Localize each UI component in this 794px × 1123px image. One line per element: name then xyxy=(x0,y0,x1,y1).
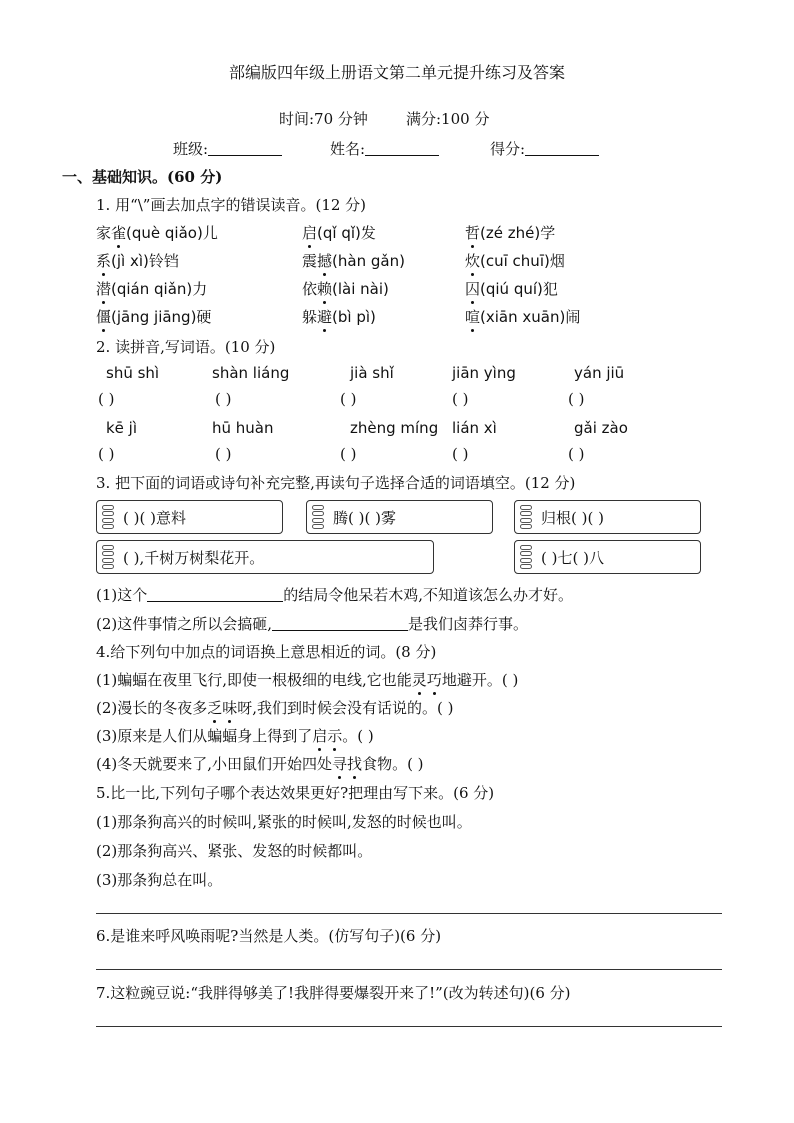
dotted-character: 示 xyxy=(327,727,343,745)
pinyin-options[interactable]: (què qiǎo)儿 xyxy=(126,224,218,242)
pinyin-word: gǎi zào xyxy=(574,419,628,437)
q4-s2-pre: (2)漫长的冬夜多 xyxy=(96,699,208,717)
answer-parentheses[interactable]: ( ) xyxy=(452,445,469,463)
pinyin-options[interactable]: (lài nài) xyxy=(332,280,389,298)
name-blank[interactable] xyxy=(365,154,439,156)
score-field[interactable] xyxy=(490,138,599,159)
pinyin-item[interactable] xyxy=(465,278,558,299)
sentence-2-end: 是我们卤莽行事。 xyxy=(408,615,529,633)
class-blank[interactable] xyxy=(208,154,282,156)
question-5-sentence-3: (3)那条狗总在叫。 xyxy=(96,871,223,889)
pinyin-word: hū huàn xyxy=(212,419,274,437)
pinyin-options[interactable]: (qiú quí)犯 xyxy=(480,280,558,298)
dotted-character: 启 xyxy=(302,224,318,242)
spiral-binding-icon xyxy=(312,505,324,529)
answer-line-6[interactable] xyxy=(96,969,722,970)
q4-s1-pre: (1)蝙蝠在夜里飞行,即使一根极细的电线,它也能 xyxy=(96,671,412,689)
question-1-prompt: 1. 用“\”画去加点字的错误读音。(12 分) xyxy=(96,196,367,214)
word-prefix: 躲 xyxy=(302,308,318,326)
pinyin-item[interactable] xyxy=(96,222,218,243)
question-4-sentence-4 xyxy=(96,753,424,774)
pinyin-options[interactable]: (zé zhé)学 xyxy=(480,224,556,242)
fill-box-3[interactable] xyxy=(514,500,701,534)
fill-box-4-text: ( ),千树万树梨花开。 xyxy=(123,548,265,567)
sentence-1-start: (1)这个 xyxy=(96,586,148,604)
question-4-sentence-1 xyxy=(96,669,518,690)
question-7-prompt: 7.这粒豌豆说:“我胖得够美了!我胖得要爆裂开来了!”(改为转述句)(6 分) xyxy=(96,984,571,1002)
dotted-character: 避 xyxy=(317,308,333,326)
pinyin-word: lián xì xyxy=(452,419,497,437)
answer-parentheses[interactable]: ( ) xyxy=(98,445,115,463)
fill-box-4[interactable] xyxy=(96,540,434,574)
dotted-character: 赖 xyxy=(317,280,333,298)
dotted-character: 哲 xyxy=(465,224,481,242)
pinyin-options[interactable]: (hàn gǎn) xyxy=(332,252,405,270)
fill-box-2-text: 腾( )( )雾 xyxy=(333,508,396,527)
question-4-sentence-2 xyxy=(96,697,454,718)
word-prefix: 震 xyxy=(302,252,318,270)
pinyin-item[interactable] xyxy=(465,250,565,271)
name-field[interactable] xyxy=(330,138,439,159)
dotted-character: 找 xyxy=(347,755,363,773)
pinyin-options[interactable]: (qǐ qǐ)发 xyxy=(317,224,376,242)
pinyin-item[interactable] xyxy=(96,306,211,327)
pinyin-item[interactable] xyxy=(465,222,555,243)
pinyin-options[interactable]: (qián qiǎn)力 xyxy=(111,280,208,298)
pinyin-word: yán jiū xyxy=(574,364,625,382)
dotted-character: 喧 xyxy=(465,308,481,326)
answer-parentheses[interactable]: ( ) xyxy=(452,390,469,408)
sentence-1-blank[interactable] xyxy=(147,600,283,602)
pinyin-word: shàn liáng xyxy=(212,364,290,382)
question-5-sentence-2: (2)那条狗高兴、紧张、发怒的时候都叫。 xyxy=(96,842,373,860)
dotted-character: 寻 xyxy=(332,755,348,773)
dotted-character: 撼 xyxy=(317,252,333,270)
question-5-sentence-1: (1)那条狗高兴的时候叫,紧张的时候叫,发怒的时候也叫。 xyxy=(96,813,472,831)
class-label: 班级: xyxy=(173,140,209,158)
q4-s4-pre: (4)冬天就要来了,小田鼠们开始四处 xyxy=(96,755,333,773)
answer-parentheses[interactable]: ( ) xyxy=(568,390,585,408)
sentence-2-blank[interactable] xyxy=(272,629,408,631)
score-label: 得分: xyxy=(490,140,526,158)
fill-box-1-text: ( )( )意料 xyxy=(123,508,186,527)
pinyin-options[interactable]: (xiān xuān)闹 xyxy=(480,308,581,326)
dotted-character: 囚 xyxy=(465,280,481,298)
question-5-prompt: 5.比一比,下列句子哪个表达效果更好?把理由写下来。(6 分) xyxy=(96,784,495,802)
word-prefix: 家 xyxy=(96,224,112,242)
fill-box-5-text: ( )七( )八 xyxy=(541,548,604,567)
q4-s1-dotted-word xyxy=(412,671,442,689)
dotted-character: 雀 xyxy=(111,224,127,242)
pinyin-word: shū shì xyxy=(106,364,160,382)
fill-box-2[interactable] xyxy=(306,500,493,534)
q4-s4-answer[interactable]: 食物。( ) xyxy=(362,755,424,773)
pinyin-options[interactable]: (jāng jiāng)硬 xyxy=(111,308,212,326)
q4-s2-answer[interactable]: 呀,我们到时候会没有话说的。( ) xyxy=(237,699,454,717)
q4-s3-pre: (3)原来是人们从蝙蝠身上得到了 xyxy=(96,727,313,745)
q4-s4-dotted-word xyxy=(332,755,362,773)
dotted-character: 炊 xyxy=(465,252,481,270)
question-3-prompt: 3. 把下面的词语或诗句补充完整,再读句子选择合适的词语填空。(12 分) xyxy=(96,474,576,492)
answer-parentheses[interactable]: ( ) xyxy=(215,390,232,408)
question-3-sentence-2 xyxy=(96,613,528,634)
word-prefix: 依 xyxy=(302,280,318,298)
q4-s3-answer[interactable]: 。( ) xyxy=(342,727,374,745)
q4-s3-dotted-word xyxy=(312,727,342,745)
answer-parentheses[interactable]: ( ) xyxy=(98,390,115,408)
answer-parentheses[interactable]: ( ) xyxy=(215,445,232,463)
pinyin-options[interactable]: (jì xì)铃铛 xyxy=(111,252,179,270)
dotted-character: 系 xyxy=(96,252,112,270)
fill-box-5[interactable] xyxy=(514,540,701,574)
fill-box-1[interactable] xyxy=(96,500,283,534)
name-label: 姓名: xyxy=(330,140,366,158)
pinyin-word: jiān yìng xyxy=(452,364,516,382)
pinyin-word: zhèng míng xyxy=(350,419,439,437)
time-limit: 时间:70 分钟 xyxy=(279,110,368,128)
pinyin-item[interactable] xyxy=(302,278,389,299)
dotted-character: 僵 xyxy=(96,308,112,326)
dotted-character: 乏 xyxy=(207,699,223,717)
pinyin-item[interactable] xyxy=(302,250,405,271)
pinyin-word: kē jì xyxy=(106,419,138,437)
pinyin-item[interactable] xyxy=(302,222,376,243)
question-6-prompt: 6.是谁来呼风唤雨呢?当然是人类。(仿写句子)(6 分) xyxy=(96,927,442,945)
answer-parentheses[interactable]: ( ) xyxy=(568,445,585,463)
spiral-binding-icon xyxy=(102,545,114,569)
question-4-sentence-3 xyxy=(96,725,374,746)
dotted-character: 潜 xyxy=(96,280,112,298)
pinyin-item[interactable] xyxy=(465,306,580,327)
full-score: 满分:100 分 xyxy=(406,110,490,128)
spiral-binding-icon xyxy=(102,505,114,529)
dotted-character: 味 xyxy=(222,699,238,717)
pinyin-item[interactable] xyxy=(96,278,207,299)
pinyin-options[interactable]: (bì pì) xyxy=(332,308,376,326)
pinyin-word: jià shǐ xyxy=(350,364,394,382)
pinyin-item[interactable] xyxy=(302,306,376,327)
answer-parentheses[interactable]: ( ) xyxy=(340,390,357,408)
sentence-2-start: (2)这件事情之所以会搞砸, xyxy=(96,615,273,633)
answer-line-5[interactable] xyxy=(96,913,722,914)
page-title: 部编版四年级上册语文第二单元提升练习及答案 xyxy=(228,63,565,82)
pinyin-item[interactable] xyxy=(96,250,179,271)
q4-s1-answer[interactable]: 地避开。( ) xyxy=(441,671,519,689)
dotted-character: 巧 xyxy=(426,671,442,689)
pinyin-options[interactable]: (cuī chuī)烟 xyxy=(480,252,565,270)
question-2-prompt: 2. 读拼音,写词语。(10 分) xyxy=(96,338,276,356)
section-heading: 一、基础知识。(60 分) xyxy=(62,168,223,186)
spiral-binding-icon xyxy=(520,505,532,529)
answer-parentheses[interactable]: ( ) xyxy=(340,445,357,463)
answer-line-7[interactable] xyxy=(96,1026,722,1027)
sentence-1-end: 的结局令他呆若木鸡,不知道该怎么办才好。 xyxy=(283,586,574,604)
score-blank[interactable] xyxy=(525,154,599,156)
spiral-binding-icon xyxy=(520,545,532,569)
fill-box-3-text: 归根( )( ) xyxy=(541,508,604,527)
class-field[interactable] xyxy=(173,138,282,159)
dotted-character: 灵 xyxy=(411,671,427,689)
question-3-sentence-1 xyxy=(96,584,573,605)
question-4-prompt: 4.给下列句中加点的词语换上意思相近的词。(8 分) xyxy=(96,643,437,661)
dotted-character: 启 xyxy=(312,727,328,745)
q4-s2-dotted-word xyxy=(207,699,237,717)
